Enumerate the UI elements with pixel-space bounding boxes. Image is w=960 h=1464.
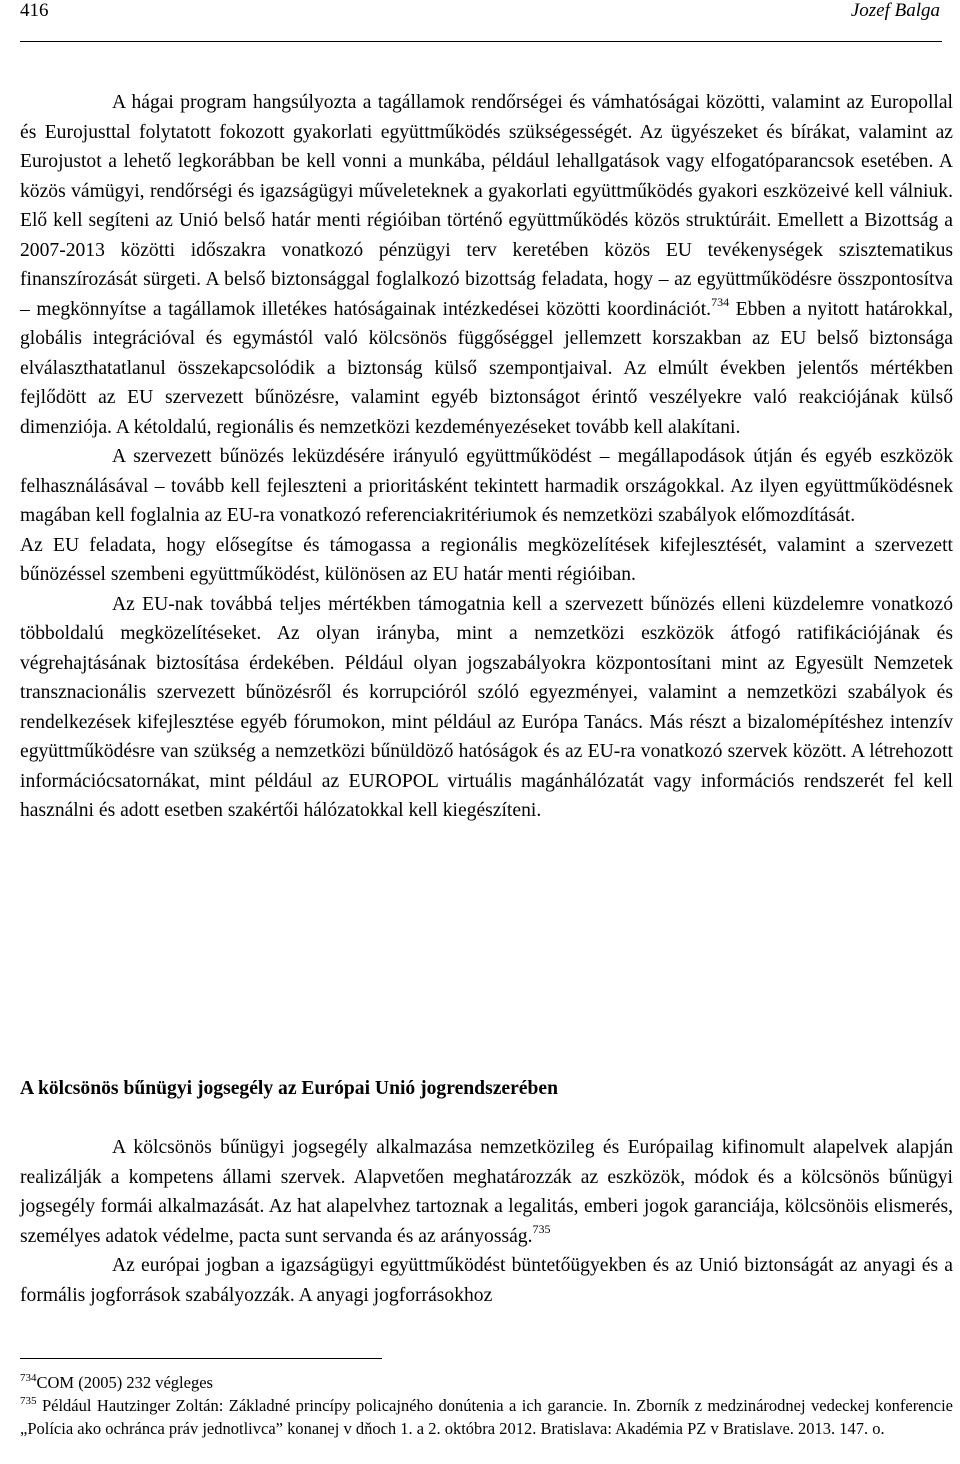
- paragraph-text: A kölcsönös bűnügyi jogsegély alkalmazása nemzetközileg és Európailag kifinomult alapelvek alapján realizálják a kompetens állami szervek. Alapvetően meghatározzák az eszközök, módok és a kölcsönös bűnügyi jogsegély formái alkalmazását. Az hat alapelvhez tartoznak a legalitás, emberi jogok garanciája, kölcsönöis elismerés, személyes adatok védelme, pacta sunt servanda és az arányosság.: [20, 1137, 953, 1247]
- footnote: [20, 1394, 953, 1440]
- running-head-author: Jozef Balga: [850, 0, 940, 21]
- footnote-number: 735: [20, 1395, 37, 1407]
- footnote-text: COM (2005) 232 végleges: [36, 1373, 213, 1392]
- paragraph: Az európai jogban a igazságügyi együttműködést büntetőügyekben és az Unió biztonságát az anyagi és a formális jogforrások szabályozzák. A anyagi jogforrásokhoz: [20, 1255, 953, 1306]
- section-text: [20, 1133, 953, 1310]
- footnote-number: 734: [20, 1372, 37, 1384]
- paragraph: Az EU-nak továbbá teljes mértékben támogatnia kell a szervezett bűnözés elleni küzdelemre vonatkozó többoldalú megközelítéseket. Az olyan irányba, mint a nemzetközi eszközök átfogó ratifikációjának és végrehajtásának biztosítása érdekében. Például olyan jogszabályokra központosítani mint az Egyesült Nemzetek transznacionális szervezett bűnözésről és korrupcióról szóló egyezményei, valamint a nemzetközi szabályok és rendelkezések kifejlesztése egyéb fórumokon, mint például az Európa Tanács. Más részt a bizalomépítéshez intenzív együttműködésre van szükség a nemzetközi bűnüldöző hatóságok és az EU-ra vonatkozó szervek között. A létrehozott információcsatornákat, mint például az EUROPOL virtuális magánhálózatát vagy információs rendszerét fel kell használni és adott esetben szakértői hálózatokkal kell kiegészíteni.: [20, 593, 953, 821]
- page-number: 416: [20, 0, 49, 21]
- paragraph: [20, 1133, 953, 1251]
- section-heading: A kölcsönös bűnügyi jogsegély az Európai Unió jogrendszerében: [20, 1078, 558, 1099]
- main-text: [20, 88, 953, 826]
- footnote-ref-734[interactable]: 734: [711, 294, 730, 309]
- header-divider: [20, 41, 942, 42]
- footnote-ref-735[interactable]: 735: [532, 1221, 551, 1236]
- paragraph-text: Ebben a nyitott határokkal, globális integrációval és egymástól való kölcsönös függőséggel jellemzett korszakban az EU belső biztonsága elválaszthatatlanul összekapcsolódik a biztonság külső szempontjaival. Az elmúlt években jelentős mértékben fejlődött az EU szervezett bűnözésre, valamint egyéb biztonságot érintő veszélyekre való reakciójának külső dimenziója. A kétoldalú, regionális és nemzetközi kezdeményezéseket tovább kell alakítani.: [20, 298, 953, 438]
- footnote-text: Például Hautzinger Zoltán: Základné princípy policajného donútenia a ich garancie. In. Zborník z medzinárodnej vedeckej konferencie „Polícia ako ochránca práv jednotlivca” konanej v dňoch 1. a 2. októbra 2012. Bratislava: Akadémia PZ v Bratislave. 2013. 147. o.: [20, 1396, 953, 1438]
- footnote-divider: [20, 1358, 382, 1359]
- paragraph: [20, 88, 953, 442]
- footnotes: [20, 1371, 953, 1440]
- paragraph: Az EU feladata, hogy elősegítse és támogassa a regionális megközelítések kifejlesztését, valamint a szervezett bűnözéssel szembeni együttműködést, különösen az EU határ menti régióiban.: [20, 534, 953, 585]
- page-header: [20, 0, 940, 30]
- paragraph-text: A hágai program hangsúlyozta a tagállamok rendőrségei és vámhatóságai közötti, valamint az Europollal és Eurojusttal folytatott fokozott gyakorlati együttműködés szükségességét. Az ügyészeket és bírákat, valamint az Eurojustot a lehető legkorábban be kell vonni a munkába, például lehallgatások vagy elfogatóparancsok esetében. A közös vámügyi, rendőrségi és igazságügyi műveleteknek a gyakorlati együttműködés gyakori eszközeivé kell válniuk. Elő kell segíteni az Unió belső határ menti régióiban történő együttműködés közös struktúráit. Emellett a Bizottság a 2007-2013 közötti időszakra vonatkozó pénzügyi terv keretében közös EU tevékenységek szisztematikus finanszírozását sürgeti. A belső biztonsággal foglalkozó bizottság feladata, hogy – az együttműködésre összpontosítva – megkönnyítse a tagállamok illetékes hatóságainak intézkedései közötti koordinációt.: [20, 92, 953, 320]
- paragraph: A szervezett bűnözés leküzdésére irányuló együttműködést – megállapodások útján és egyéb eszközök felhasználásával – tovább kell fejleszteni a prioritásként tekintett harmadik országokkal. Az ilyen együttműködésnek magában kell foglalnia az EU-ra vonatkozó referenciakritériumok és nemzetközi szabályok előmozdítását.: [20, 446, 953, 526]
- footnote: [20, 1371, 953, 1394]
